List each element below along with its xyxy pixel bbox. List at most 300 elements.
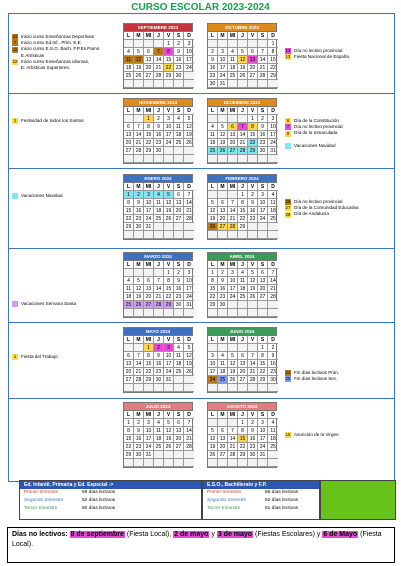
legend-text: Inicio curso Ed.Inf., Prim. E.E.	[21, 40, 83, 46]
empty-day-cell	[258, 459, 268, 467]
legend-item	[285, 211, 359, 217]
weekday-header: J	[238, 32, 248, 40]
day-cell: 14	[238, 131, 248, 139]
color-swatch: 25	[285, 376, 291, 382]
empty-day-cell	[134, 309, 144, 317]
empty-day-cell	[228, 155, 238, 163]
day-cell: 15	[248, 131, 258, 139]
day-cell: 15	[144, 131, 154, 139]
day-cell: 12	[164, 199, 174, 207]
dia-highlight: 8 de septiembre	[70, 531, 124, 538]
empty-day-cell	[208, 231, 218, 239]
day-cell: 15	[124, 435, 134, 443]
day-cell: 31	[258, 451, 268, 459]
color-swatch: 7	[286, 124, 290, 130]
legend-feb	[285, 199, 359, 218]
color-swatch: 8	[286, 130, 290, 136]
weekday-header: M	[218, 336, 228, 344]
day-cell: 14	[134, 131, 144, 139]
day-cell: 23	[258, 139, 268, 147]
empty-day-cell	[134, 384, 144, 392]
legend-jun	[285, 370, 339, 382]
day-cell: 25	[208, 147, 218, 155]
empty-day-cell	[268, 231, 278, 239]
weekday-header: V	[248, 261, 258, 269]
day-cell: 21	[154, 64, 164, 72]
empty-day-cell	[174, 384, 184, 392]
day-cell: 16	[258, 131, 268, 139]
legend-sep	[12, 34, 101, 71]
day-cell: 7	[134, 352, 144, 360]
empty-day-cell	[164, 155, 174, 163]
day-cell: 26	[134, 72, 144, 80]
weekday-header: MI	[228, 336, 238, 344]
day-cell: 30	[268, 376, 278, 384]
weekday-header: V	[164, 183, 174, 191]
day-cell: 17	[144, 207, 154, 215]
weekday-header: V	[164, 107, 174, 115]
day-cell: 14	[154, 56, 164, 64]
day-cell: 2	[248, 419, 258, 427]
day-cell: 13	[124, 131, 134, 139]
trimester-days: 52 días lectivos	[82, 498, 116, 503]
summary-row	[20, 497, 201, 505]
weekday-header: S	[258, 261, 268, 269]
day-cell: 16	[248, 435, 258, 443]
day-cell: 24	[184, 293, 194, 301]
day-cell: 8	[208, 277, 218, 285]
weekday-header: MI	[228, 411, 238, 419]
empty-day-cell	[144, 231, 154, 239]
empty-day-cell	[144, 269, 154, 277]
day-cell: 5	[134, 48, 144, 56]
legend-dec	[285, 118, 343, 149]
legend-jan	[12, 193, 63, 199]
empty-day-cell	[238, 80, 248, 88]
empty-day-cell	[184, 231, 194, 239]
color-swatch: 11	[12, 46, 18, 52]
weekday-header: D	[268, 336, 278, 344]
day-cell: 23	[134, 215, 144, 223]
color-swatch: 6	[286, 118, 290, 124]
row-separator	[8, 93, 395, 94]
month-title: ENERO 2024	[124, 175, 192, 183]
day-cell: 14	[184, 199, 194, 207]
day-cell: 8	[144, 352, 154, 360]
day-cell: 24	[144, 215, 154, 223]
day-cell: 5	[248, 269, 258, 277]
weekday-header: S	[258, 183, 268, 191]
empty-day-cell	[174, 231, 184, 239]
empty-day-cell	[208, 191, 218, 199]
day-cell: 11	[228, 56, 238, 64]
day-cell: 14	[268, 277, 278, 285]
empty-day-cell	[154, 155, 164, 163]
legend-text: Inicio curso E.S.O. Bach. F.P.Es.Pamn.	[21, 46, 101, 52]
empty-day-cell	[248, 40, 258, 48]
day-cell: 24	[164, 368, 174, 376]
day-cell: 19	[184, 360, 194, 368]
empty-day-cell	[248, 301, 258, 309]
day-cell: 3	[258, 191, 268, 199]
dia-text: (Fiesta Local).	[12, 531, 382, 548]
legend-text: Día de la Inmaculada	[294, 130, 338, 136]
day-cell: 15	[238, 207, 248, 215]
day-cell: 19	[218, 139, 228, 147]
day-cell: 13	[258, 277, 268, 285]
day-cell: 25	[268, 443, 278, 451]
day-cell: 4	[154, 191, 164, 199]
empty-day-cell	[124, 384, 134, 392]
day-cell: 25	[238, 293, 248, 301]
day-cell: 2	[154, 115, 164, 123]
day-cell: 27	[218, 223, 228, 231]
day-cell: 9	[248, 199, 258, 207]
day-cell: 14	[154, 285, 164, 293]
trimester-label: Segundo trimestre	[207, 498, 247, 503]
day-cell: 22	[248, 139, 258, 147]
color-swatch: 26	[285, 199, 291, 205]
day-cell: 25	[228, 72, 238, 80]
day-cell: 7	[184, 419, 194, 427]
day-cell: 4	[268, 419, 278, 427]
month-calendar-sep	[123, 23, 193, 89]
empty-day-cell	[174, 223, 184, 231]
day-cell: 24	[258, 443, 268, 451]
legend-nov	[12, 118, 84, 124]
day-cell: 11	[154, 427, 164, 435]
day-cell: 24	[218, 72, 228, 80]
day-cell: 28	[154, 72, 164, 80]
trimester-days: 69 días lectivos	[82, 490, 116, 495]
legend-item	[285, 432, 339, 438]
empty-day-cell	[208, 155, 218, 163]
day-cell: 23	[154, 368, 164, 376]
day-cell: 29	[258, 376, 268, 384]
day-cell: 21	[184, 207, 194, 215]
day-cell: 19	[134, 64, 144, 72]
day-cell: 20	[124, 139, 134, 147]
empty-day-cell	[258, 309, 268, 317]
empty-day-cell	[208, 459, 218, 467]
day-cell: 11	[124, 56, 134, 64]
day-cell: 22	[144, 368, 154, 376]
day-cell: 21	[134, 368, 144, 376]
day-cell: 8	[164, 277, 174, 285]
empty-day-cell	[208, 309, 218, 317]
weekday-header: V	[248, 336, 258, 344]
empty-day-cell	[258, 40, 268, 48]
empty-day-cell	[164, 80, 174, 88]
day-cell: 4	[238, 269, 248, 277]
color-swatch: 1	[13, 118, 17, 124]
weekday-header: J	[154, 32, 164, 40]
day-cell: 23	[268, 368, 278, 376]
day-cell: 9	[248, 427, 258, 435]
weekday-header: S	[258, 107, 268, 115]
empty-day-cell	[124, 155, 134, 163]
weekday-header: J	[238, 411, 248, 419]
weekday-header: M	[218, 261, 228, 269]
day-cell: 25	[124, 72, 134, 80]
day-cell: 13	[174, 427, 184, 435]
day-cell: 20	[228, 139, 238, 147]
summary-secondary-header: E.S.O., Bachillerato y F.P.	[203, 481, 319, 489]
day-cell: 20	[248, 64, 258, 72]
day-cell: 21	[268, 285, 278, 293]
day-cell: 12	[208, 207, 218, 215]
day-cell: 23	[174, 64, 184, 72]
day-cell: 7	[228, 427, 238, 435]
day-cell: 26	[184, 139, 194, 147]
trimester-label: Tercer trimestre	[24, 506, 58, 511]
legend-oct	[285, 48, 349, 60]
day-cell: 28	[238, 147, 248, 155]
day-cell: 4	[208, 123, 218, 131]
month-calendar-apr	[207, 252, 277, 318]
empty-day-cell	[238, 344, 248, 352]
empty-day-cell	[238, 384, 248, 392]
day-cell: 20	[124, 368, 134, 376]
day-cell: 30	[134, 223, 144, 231]
month-title: MARZO 2024	[124, 253, 192, 261]
trimester-label: Segundo trimestre	[24, 498, 64, 503]
day-cell: 24	[228, 293, 238, 301]
empty-day-cell	[268, 155, 278, 163]
weekday-header: D	[268, 107, 278, 115]
day-cell: 22	[258, 368, 268, 376]
empty-day-cell	[258, 223, 268, 231]
day-cell: 17	[258, 207, 268, 215]
day-cell: 7	[268, 269, 278, 277]
row-separator	[8, 248, 395, 249]
empty-day-cell	[228, 301, 238, 309]
weekday-header: S	[174, 107, 184, 115]
day-cell: 21	[258, 64, 268, 72]
day-cell: 9	[134, 427, 144, 435]
empty-day-cell	[238, 40, 248, 48]
dias-label: Días no lectivos:	[12, 531, 68, 538]
weekday-header: J	[238, 183, 248, 191]
empty-day-cell	[218, 231, 228, 239]
summary-primary-header: Ed. Infantil, Primaria y Ed. Especial ->	[20, 481, 201, 489]
trimester-days: 66 días lectivos	[265, 490, 299, 495]
month-calendar-feb	[207, 174, 277, 240]
day-cell: 27	[218, 451, 228, 459]
summary-accent-block	[320, 480, 396, 520]
month-title: JUNIO 2024	[208, 328, 276, 336]
empty-day-cell	[238, 115, 248, 123]
day-cell: 29	[144, 376, 154, 384]
day-cell: 19	[238, 64, 248, 72]
weekday-header: MI	[144, 411, 154, 419]
color-swatch: 11	[12, 34, 18, 40]
day-cell: 17	[208, 368, 218, 376]
day-cell: 15	[268, 56, 278, 64]
legend-text: Día no lectivo provincial	[294, 199, 343, 204]
empty-day-cell	[228, 40, 238, 48]
empty-day-cell	[154, 231, 164, 239]
day-cell: 16	[134, 207, 144, 215]
day-cell: 23	[218, 293, 228, 301]
day-cell: 26	[248, 293, 258, 301]
day-cell: 5	[134, 277, 144, 285]
legend-text: Festividad de todos los Santos	[21, 118, 84, 123]
row-separator	[8, 168, 395, 169]
day-cell: 31	[184, 301, 194, 309]
day-cell: 3	[144, 191, 154, 199]
empty-day-cell	[228, 459, 238, 467]
day-cell: 20	[258, 285, 268, 293]
weekday-header: S	[174, 336, 184, 344]
day-cell: 23	[134, 443, 144, 451]
weekday-header: MI	[144, 336, 154, 344]
day-cell: 27	[174, 443, 184, 451]
legend-text: Fin días lectivos Sec.	[294, 376, 338, 382]
day-cell: 26	[164, 215, 174, 223]
day-cell: 5	[218, 123, 228, 131]
day-cell: 1	[258, 344, 268, 352]
empty-day-cell	[124, 40, 134, 48]
empty-day-cell	[258, 155, 268, 163]
empty-day-cell	[154, 451, 164, 459]
empty-day-cell	[134, 115, 144, 123]
day-cell: 29	[268, 72, 278, 80]
month-title: DICIEMBRE 2023	[208, 99, 276, 107]
legend-text: Día no lectivo provincial	[294, 124, 343, 130]
day-cell: 22	[164, 293, 174, 301]
dia-text: y	[211, 531, 215, 538]
day-cell: 11	[124, 285, 134, 293]
weekday-header: D	[268, 411, 278, 419]
day-cell: 19	[208, 443, 218, 451]
weekday-header: MI	[144, 261, 154, 269]
day-cell: 10	[258, 427, 268, 435]
day-cell: 2	[268, 344, 278, 352]
day-cell: 18	[124, 64, 134, 72]
day-cell: 6	[124, 123, 134, 131]
day-cell: 26	[238, 72, 248, 80]
empty-day-cell	[268, 459, 278, 467]
day-cell: 15	[238, 435, 248, 443]
day-cell: 1	[144, 344, 154, 352]
day-cell: 8	[144, 123, 154, 131]
dia-highlight: 3 de mayo	[217, 531, 253, 538]
day-cell: 19	[228, 368, 238, 376]
day-cell: 4	[218, 352, 228, 360]
day-cell: 23	[248, 215, 258, 223]
day-cell: 20	[174, 435, 184, 443]
day-cell: 31	[164, 376, 174, 384]
empty-day-cell	[208, 344, 218, 352]
day-cell: 13	[218, 435, 228, 443]
day-cell: 12	[228, 360, 238, 368]
weekday-header: M	[134, 411, 144, 419]
day-cell: 27	[248, 72, 258, 80]
day-cell: 18	[174, 131, 184, 139]
weekday-header: M	[134, 336, 144, 344]
day-cell: 2	[134, 191, 144, 199]
weekday-header: J	[154, 261, 164, 269]
day-cell: 25	[218, 376, 228, 384]
day-cell: 19	[164, 435, 174, 443]
day-cell: 18	[228, 64, 238, 72]
day-cell: 3	[184, 269, 194, 277]
day-cell: 5	[164, 419, 174, 427]
legend-aug	[285, 432, 339, 438]
weekday-header: D	[184, 261, 194, 269]
weekday-header: L	[208, 183, 218, 191]
empty-day-cell	[164, 384, 174, 392]
day-cell: 28	[268, 293, 278, 301]
empty-day-cell	[238, 309, 248, 317]
day-cell: 4	[174, 344, 184, 352]
day-cell: 8	[238, 199, 248, 207]
day-cell: 5	[164, 191, 174, 199]
day-cell: 8	[258, 352, 268, 360]
weekday-header: MI	[228, 261, 238, 269]
empty-day-cell	[154, 309, 164, 317]
month-calendar-nov	[123, 98, 193, 164]
weekday-header: M	[134, 261, 144, 269]
empty-day-cell	[218, 459, 228, 467]
month-title: AGOSTO 2024	[208, 403, 276, 411]
day-cell: 2	[258, 115, 268, 123]
day-cell: 8	[248, 123, 258, 131]
day-cell: 6	[124, 352, 134, 360]
empty-day-cell	[174, 147, 184, 155]
empty-day-cell	[124, 269, 134, 277]
weekday-header: J	[154, 107, 164, 115]
empty-day-cell	[124, 80, 134, 88]
empty-day-cell	[248, 344, 258, 352]
day-cell: 28	[248, 376, 258, 384]
empty-day-cell	[184, 72, 194, 80]
day-cell: 30	[218, 301, 228, 309]
empty-day-cell	[134, 40, 144, 48]
empty-day-cell	[184, 80, 194, 88]
empty-day-cell	[208, 419, 218, 427]
weekday-header: V	[248, 32, 258, 40]
weekday-header: V	[164, 261, 174, 269]
day-cell: 17	[268, 131, 278, 139]
empty-day-cell	[174, 376, 184, 384]
day-cell: 25	[174, 139, 184, 147]
color-swatch: 27	[285, 205, 291, 211]
legend-item	[12, 118, 84, 124]
weekday-header: M	[218, 32, 228, 40]
day-cell: 21	[228, 215, 238, 223]
weekday-header: M	[218, 107, 228, 115]
weekday-header: S	[258, 32, 268, 40]
day-cell: 24	[144, 443, 154, 451]
day-cell: 31	[144, 223, 154, 231]
legend-item	[285, 130, 343, 136]
legend-text: Vacaciones Navidad	[294, 142, 336, 148]
month-calendar-dec	[207, 98, 277, 164]
day-cell: 10	[164, 123, 174, 131]
day-cell: 18	[268, 207, 278, 215]
legend-item	[12, 301, 76, 307]
day-cell: 21	[154, 293, 164, 301]
day-cell: 19	[208, 215, 218, 223]
day-cell: 8	[164, 48, 174, 56]
empty-day-cell	[238, 155, 248, 163]
day-cell: 12	[238, 56, 248, 64]
day-cell: 3	[144, 419, 154, 427]
empty-day-cell	[184, 384, 194, 392]
legend-text: Asunción de la Virgen	[294, 432, 339, 437]
